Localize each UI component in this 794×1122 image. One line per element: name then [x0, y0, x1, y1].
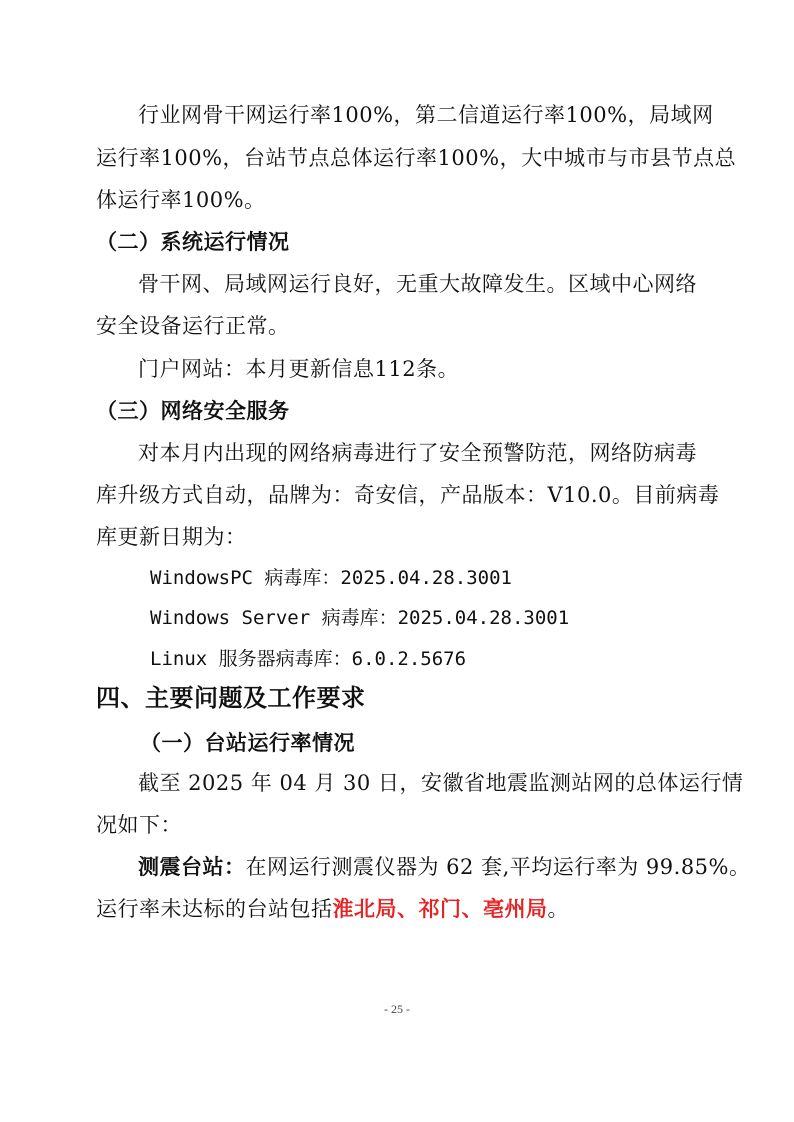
paragraph-line: 库更新日期为：: [96, 525, 247, 549]
substandard-prefix: 运行率未达标的台站包括: [96, 897, 333, 921]
substandard-suffix: 。: [547, 897, 569, 921]
paragraph-line: 运行率100%，台站节点总体运行率100%，大中城市与市县节点总: [96, 146, 737, 170]
paragraph-line: [138, 853, 751, 881]
section-heading: （二）系统运行情况: [96, 230, 290, 254]
paragraph-line: 安全设备运行正常。: [96, 314, 290, 338]
paragraph-line: 体运行率100%。: [96, 188, 266, 212]
chapter-heading: 四、主要问题及工作要求: [96, 684, 366, 712]
page-number: - 25 -: [384, 1002, 410, 1016]
section-heading: （一）台站运行率情况: [140, 731, 355, 755]
paragraph-line: 行业网骨干网运行率100%，第二信道运行率100%，局域网: [138, 103, 714, 127]
virus-db-linux: Linux 服务器病毒库：6.0.2.5676: [150, 648, 467, 670]
paragraph-line: 骨干网、局域网运行良好，无重大故障发生。区域中心网络: [138, 272, 697, 296]
paragraph-line: 门户网站：本月更新信息112条。: [138, 357, 460, 381]
seismic-station-label: 测震台站：: [138, 855, 246, 879]
seismic-station-text: 在网运行测震仪器为 62 套,平均运行率为 99.85%。: [245, 855, 751, 879]
virus-db-windows-pc: WindowsPC 病毒库：2025.04.28.3001: [150, 567, 512, 589]
paragraph-line: 库升级方式自动，品牌为：奇安信，产品版本：V10.0。目前病毒: [96, 483, 720, 507]
substandard-stations: 淮北局、祁门、亳州局: [332, 897, 548, 921]
paragraph-line: 对本月内出现的网络病毒进行了安全预警防范，网络防病毒: [138, 441, 697, 465]
paragraph-line: 截至 2025 年 04 月 30 日，安徽省地震监测站网的总体运行情: [138, 771, 744, 795]
virus-db-windows-server: Windows Server 病毒库：2025.04.28.3001: [150, 607, 570, 629]
paragraph-line: 况如下：: [96, 813, 182, 837]
paragraph-line: [96, 895, 569, 923]
section-heading: （三）网络安全服务: [96, 399, 290, 423]
